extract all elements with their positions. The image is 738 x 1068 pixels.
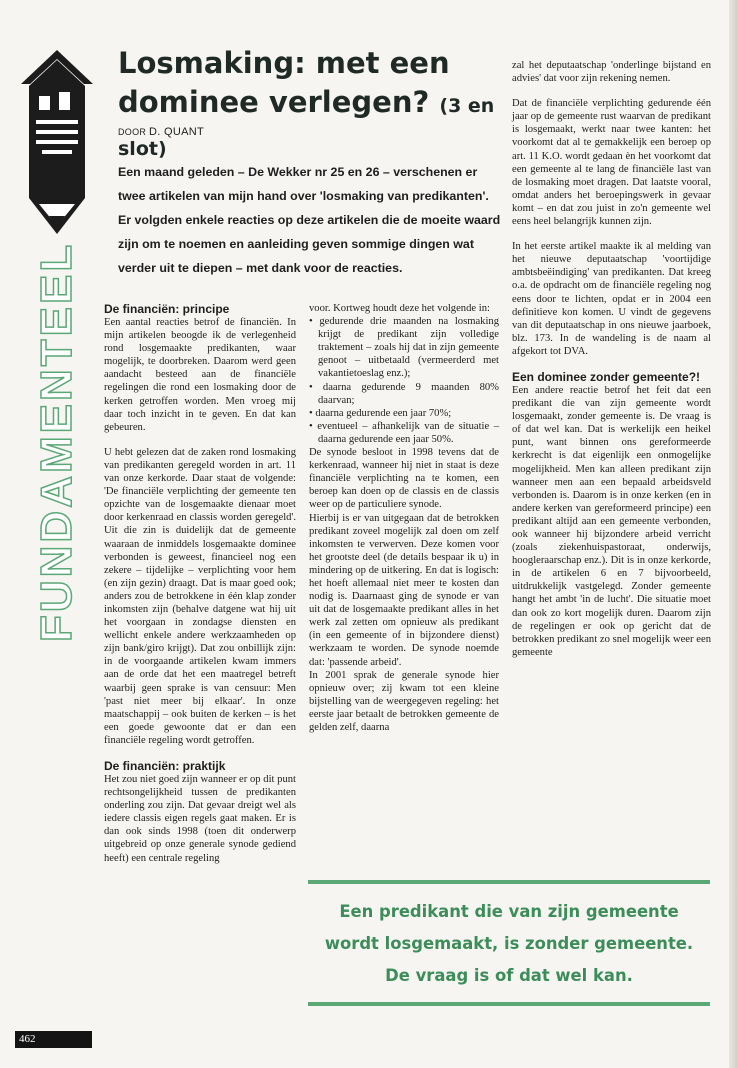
title-text: Losmaking: met een dominee verlegen? xyxy=(118,46,450,119)
list-item: • daarna gedurende een jaar 70%; xyxy=(309,407,499,420)
list-item: • daarna gedurende 9 maanden 80% daarvan; xyxy=(309,381,499,407)
regeling-list xyxy=(309,315,499,446)
article-title xyxy=(118,44,503,169)
byline-prefix: DOOR xyxy=(118,127,147,137)
pull-quote-line: Een predikant die van zijn gemeente xyxy=(339,902,679,921)
paragraph: zal het deputaatschap 'onderlinge bijstand en advies' dat voor zijn rekening nemen. xyxy=(512,60,711,85)
paragraph: Dat de financiële verplichting gedurende één jaar op de gemeente rust waarvan de predikant is losgemaakt, werkt naar twee kanten: het voorkomt dat al te gemakkelijk een beroep op art. 11 K.O. wordt gedaan èn het voorkomt dat een gemeente al te lang de financiële last van de losmaking moet dragen. Dat laatste vooral, omdat anders het beroepingswerk in gevaar komt – en dat zou juist in zo'n gemeente wel eens heel belangrijk kunnen zijn. xyxy=(512,98,711,228)
pull-quote-top-rule xyxy=(308,880,710,884)
paragraph: Een andere reactie betrof het feit dat een predikant die van zijn gemeente wordt losgemaakt, zonder gemeente is. De vraag is of dat wel kan. Dat is werkelijk een heikel punt, want binnen ons gereformeerde kerkrecht is dat eigenlijk een onmogelijke mogelijkheid. Men kan alleen predikant zijn wanneer men aan een bepaald arbeidsveld verbonden is. Daarom is in onze kerken (en in andere kerken van gereformeerd principe) een predikant altijd aan een gemeente verbonden, ook wanneer hij bijzondere arbeid verricht (zoals ziekenhuispastoraat, onderwijs, hoogleraarschap enz.). Dit is in onze kerkorde, in de artikelen 6 en 7 bijvoorbeeld, uitdrukkelijk vastgelegd. Zonder gemeente hangt het ambt 'in de lucht'. Die situatie moet dan ook zo kort mogelijk duren. Daarom zijn de regelingen er ook op gericht dat de betrokken predikant zo snel mogelijk weer een gemeente xyxy=(512,384,711,658)
paragraph: Hierbij is er van uitgegaan dat de betrokken predikant zoveel mogelijk zal doen om zelf inkomsten te verwerven. Deze komen voor het grootste deel (de details bespaar ik u) in mindering op de uitkering. En dat is logisch: het hoeft allemaal niet meer te kosten dan nodig is. Daarnaast ging de synode er van uit dat de losgemaakte predikant alles in het werk zal zetten om opnieuw als predikant (in een gemeente of in bijzondere dienst) werkzaam te worden. De synode noemde dat: 'passende arbeid'. xyxy=(309,512,499,668)
column-3 xyxy=(512,59,711,671)
heading-dominee-zonder-gemeente: Een dominee zonder gemeente?! xyxy=(512,369,701,384)
paragraph: Een aantal reacties betrof de financiën. In mijn artikelen beoogde ik de verlegenheid rond losgemaakte predikanten, waar mogelijk, te doorbreken. Daarom werd geen aandacht besteed aan de financiële regelingen die rond een losmaking door de kerken getroffen worden. Men vroeg mij daar toch inzicht in te geven. En dat kan gebeuren. xyxy=(104,317,296,433)
list-item: • eventueel – afhankelijk van de situatie – daarna gedurende een jaar 50%. xyxy=(309,420,499,446)
paragraph: Het zou niet goed zijn wanneer er op dit punt rechtsongelijkheid tussen de predikanten onderling zou zijn. Dat gevaar dreigt wel als iedere classis eigen regels gaat maken. Er is dan ook sinds 1998 (toen dit onderwerp uitgebreid op onze generale synode gediend heeft) een centrale regeling xyxy=(104,774,296,864)
column-1 xyxy=(104,302,296,877)
house-pencil-logo xyxy=(20,48,94,238)
intro-paragraph: Een maand geleden – De Wekker nr 25 en 26 – verschenen er twee artikelen van mijn hand over 'losmaking van predikanten'. Er volgden enkele reacties op deze artikelen die de moeite waard zijn om te noemen en aanleiding geven sommige dingen wat verder uit te diepen – met dank voor de reacties. xyxy=(118,165,501,275)
author-name: D. QUANT xyxy=(149,126,204,138)
column-2 xyxy=(309,302,499,746)
paragraph: De synode besloot in 1998 tevens dat de kerkenraad, wanneer hij niet in staat is deze financiële verplichting na te komen, een beroep kan doen op de classis en de classis weer op de particuliere synode. xyxy=(309,447,499,511)
pull-quote-line: wordt losgemaakt, is zonder gemeente. xyxy=(324,934,694,953)
pull-quote xyxy=(308,880,710,1008)
pull-quote-line: De vraag is of dat wel kan. xyxy=(385,966,633,985)
paragraph: voor. Kortweg houdt deze het volgende in: xyxy=(309,303,490,314)
section-label: FUNDAMENTEEL xyxy=(32,241,81,643)
list-item: • gedurende drie maanden na losmaking krijgt de predikant zijn volledige traktement – zoals hij dat in zijn gemeente genoot – uitbetaald (vermeerderd met vakantietoeslag enz.); xyxy=(309,315,499,380)
paragraph: U hebt gelezen dat de zaken rond losmaking van predikanten geregeld worden in art. 11 van onze kerkorde. Daar staat de volgende: 'De financiële verplichting der gemeente ten opzichte van de losgemaakte dienaar moet door kerkenraad en classis worden geregeld'. Uit die zin is duidelijk dat de gemeente waaraan de inmiddels losgemaakte dominee verbonden is geweest, financieel nog een zekere – tijdelijke – verplichting voor hem (en zijn gezin) draagt. Dat is maar goed ook; anders zou de betrokkene in één klap zonder inkomsten zijn (behalve datgene wat hij uit het voorgaan in zondagse diensten en wellicht enkele andere werkzaamheden op zijn bank/giro krijgt). Dat zou onbillijk zijn: in de voorgaande artikelen kwam immers aan de orde dat het een maatregel betreft waarbij geen sprake is van censuur: Men 'past niet meer bij elkaar'. In onze maatschappij – ook buiten de kerken – is het een goede gewoonte dat er dan een financiële regeling wordt getroffen. xyxy=(104,446,296,746)
pull-quote-bottom-rule xyxy=(308,1002,710,1006)
page-number: 462 xyxy=(15,1031,92,1048)
paragraph: In het eerste artikel maakte ik al melding van het nieuwe deputaatschap 'voortijdige ambtsbeëindiging' van predikanten. Dat kreeg o.a. de opdracht om de financiële regeling nog eens door te lichten, opdat er in 2004 een definitieve kon komen. U vindt de gegevens van dit deputaatschap in ons nieuwe jaarboek, blz. 173. In de wandeling is de naam al afgekort tot DVA. xyxy=(512,241,711,357)
title-suffix: (3 en slot) xyxy=(118,95,495,160)
heading-financien-praktijk: De financiën: praktijk xyxy=(104,759,226,773)
page-edge xyxy=(729,0,738,1068)
paragraph: In 2001 sprak de generale synode hier opnieuw over; zij kwam tot een kleine bijstelling van de weergegeven regeling: het eerste jaar betaalt de betrokken gemeente de gelden zelf, daarna xyxy=(309,669,499,733)
heading-financien-principe: De financiën: principe xyxy=(104,302,230,316)
byline xyxy=(118,126,204,138)
